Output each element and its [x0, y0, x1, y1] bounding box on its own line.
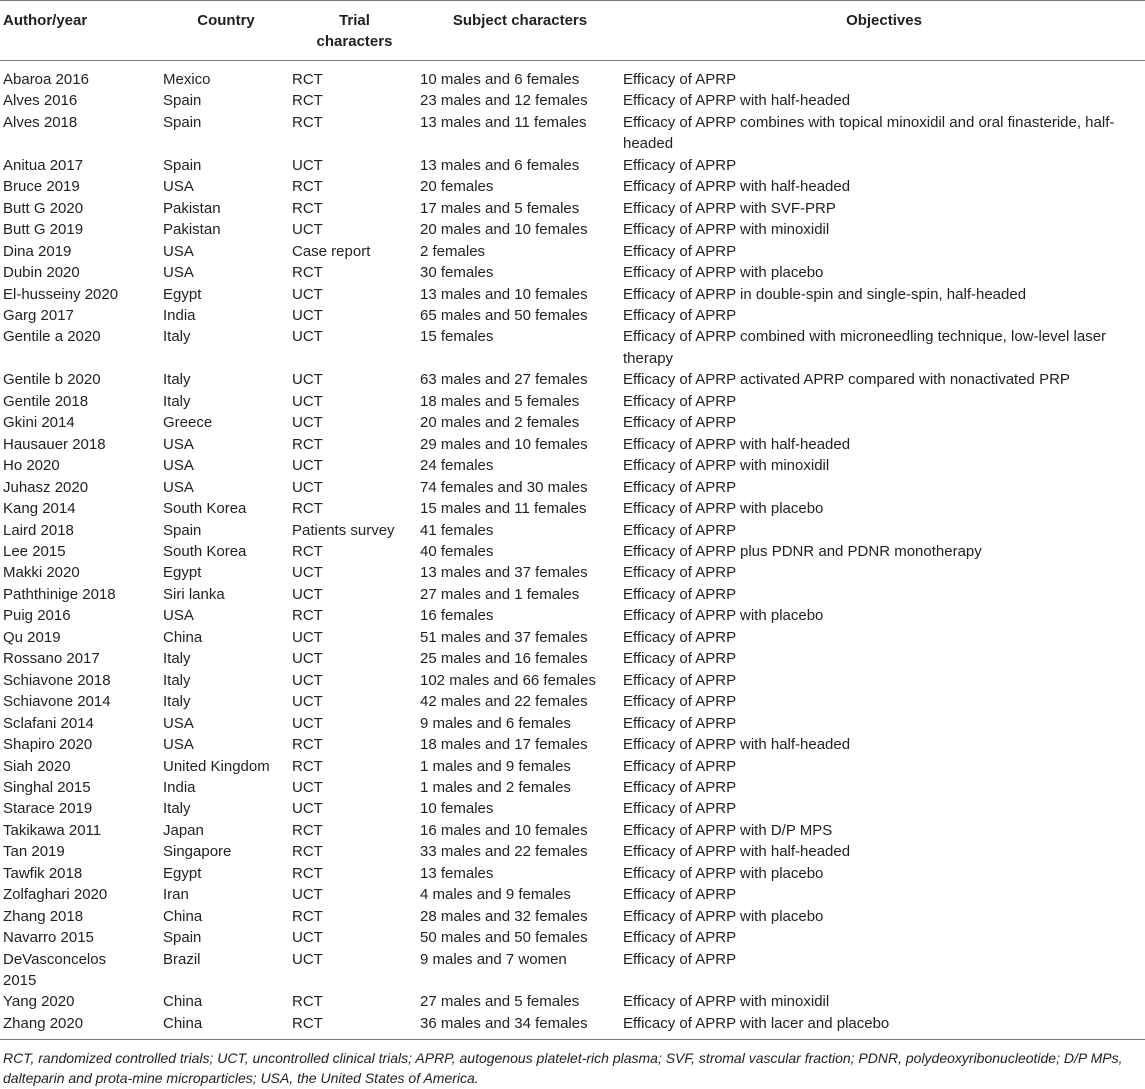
cell-objective: Efficacy of APRP with D/P MPS [623, 821, 833, 839]
table-body [0, 61, 1145, 1039]
cell-trial: UCT [292, 221, 323, 239]
cell-author: Butt G 2019 [3, 221, 84, 239]
cell-author: Sclafani 2014 [3, 714, 94, 732]
table-row [0, 455, 1145, 476]
header-country: Country [197, 12, 255, 29]
cell-subject: 18 males and 17 females [420, 736, 588, 754]
cell-author: Schiavone 2018 [3, 671, 111, 689]
cell-author: Gentile b 2020 [3, 371, 101, 389]
header-subject-characters: Subject characters [452, 12, 588, 29]
cell-subject: 27 males and 1 females [420, 585, 580, 603]
table-row [0, 284, 1145, 305]
cell-subject: 9 males and 6 females [420, 714, 571, 732]
table-row [0, 369, 1145, 390]
cell-trial: UCT [292, 414, 323, 432]
table-row [0, 326, 1145, 369]
cell-author: Shapiro 2020 [3, 736, 93, 754]
cell-subject: 18 males and 5 females [420, 392, 580, 410]
cell-subject: 25 males and 16 females [420, 650, 588, 668]
cell-country: China [163, 1014, 203, 1032]
cell-subject: 20 males and 2 females [420, 414, 580, 432]
cell-country: Pakistan [163, 221, 221, 239]
cell-objective: Efficacy of APRP [623, 414, 737, 432]
cell-trial: RCT [292, 736, 323, 754]
table-row [0, 176, 1145, 197]
cell-country: United Kingdom [163, 757, 270, 775]
table-row [0, 241, 1145, 262]
cell-country: USA [163, 242, 194, 260]
cell-author: Dubin 2020 [3, 264, 80, 282]
cell-subject: 9 males and 7 women [420, 950, 567, 968]
cell-author: Butt G 2020 [3, 199, 84, 217]
cell-subject: 15 males and 11 females [420, 500, 587, 518]
table-row [0, 1013, 1145, 1034]
cell-country: Greece [163, 414, 213, 432]
cell-author: Garg 2017 [3, 306, 74, 324]
cell-author: Starace 2019 [3, 800, 93, 818]
cell-author: Gentile a 2020 [3, 328, 101, 346]
cell-author: Tawfik 2018 [3, 864, 83, 882]
cell-trial: UCT [292, 285, 323, 303]
cell-country: India [163, 778, 196, 796]
cell-subject: 65 males and 50 females [420, 306, 588, 324]
cell-objective: Efficacy of APRP [623, 714, 737, 732]
cell-country: Egypt [163, 564, 202, 582]
cell-country: Singapore [163, 843, 232, 861]
cell-objective: Efficacy of APRP with placebo [623, 264, 824, 282]
cell-subject: 29 males and 10 females [420, 435, 588, 453]
cell-objective: Efficacy of APRP with placebo [623, 607, 824, 625]
cell-subject: 102 males and 66 females [420, 671, 596, 689]
cell-author: Alves 2016 [3, 92, 78, 110]
cell-objective: Efficacy of APRP [623, 778, 737, 796]
cell-trial: RCT [292, 71, 323, 88]
cell-objective: Efficacy of APRP with half-headed [623, 843, 851, 861]
cell-subject: 16 males and 10 females [420, 821, 588, 839]
cell-subject: 17 males and 5 females [420, 199, 580, 217]
cell-subject: 1 males and 2 females [420, 778, 571, 796]
cell-country: Egypt [163, 864, 202, 882]
table-row [0, 90, 1145, 111]
table-row [0, 949, 1145, 992]
table-row [0, 906, 1145, 927]
header-author-year: Author/year [3, 12, 88, 29]
cell-objective: Efficacy of APRP with SVF-PRP [623, 199, 836, 217]
table-row [0, 713, 1145, 734]
cell-country: South Korea [163, 500, 247, 518]
table-row [0, 477, 1145, 498]
cell-country: Italy [163, 650, 191, 668]
cell-author: Bruce 2019 [3, 178, 80, 196]
cell-author: Qu 2019 [3, 628, 61, 646]
table-row [0, 391, 1145, 412]
cell-trial: RCT [292, 607, 323, 625]
cell-objective: Efficacy of APRP with placebo [623, 500, 824, 518]
cell-country: Italy [163, 693, 191, 711]
cell-author: Hausauer 2018 [3, 435, 106, 453]
cell-subject: 13 females [420, 864, 494, 882]
table-row [0, 198, 1145, 219]
cell-objective: Efficacy of APRP [623, 671, 737, 689]
table-row [0, 498, 1145, 519]
cell-trial: UCT [292, 328, 323, 346]
cell-subject: 13 males and 6 females [420, 156, 580, 174]
cell-author: Alves 2018 [3, 113, 78, 131]
table-footnote: RCT, randomized controlled trials; UCT, uncontrolled clinical trials; APRP, autogenous platelet-rich plasma; SVF, stromal vascular fraction; PDNR, polydeoxyribonucleotide; D/P MPs, dalteparin and prota-mine microparticles; USA, the United States of America. [3, 1050, 1123, 1087]
cell-author: Rossano 2017 [3, 650, 100, 668]
cell-subject: 20 males and 10 females [420, 221, 588, 239]
cell-objective: Efficacy of APRP [623, 71, 737, 88]
cell-author: Zhang 2020 [3, 1014, 84, 1032]
cell-subject: 2 females [420, 242, 486, 260]
cell-author: Anitua 2017 [3, 156, 84, 174]
cell-author: Juhasz 2020 [3, 478, 89, 496]
cell-trial: UCT [292, 886, 323, 904]
table-row [0, 884, 1145, 905]
cell-country: India [163, 306, 196, 324]
cell-objective: Efficacy of APRP [623, 156, 737, 174]
cell-objective: Efficacy of APRP [623, 886, 737, 904]
table-row [0, 691, 1145, 712]
cell-author: Singhal 2015 [3, 778, 91, 796]
cell-country: USA [163, 714, 194, 732]
cell-subject: 33 males and 22 females [420, 843, 588, 861]
cell-country: USA [163, 435, 194, 453]
cell-author: DeVasconcelos 2015 [3, 950, 107, 990]
cell-country: USA [163, 736, 194, 754]
table-row [0, 219, 1145, 240]
cell-country: Italy [163, 671, 191, 689]
cell-trial: UCT [292, 306, 323, 324]
cell-country: China [163, 628, 203, 646]
cell-objective: Efficacy of APRP [623, 392, 737, 410]
cell-trial: RCT [292, 843, 323, 861]
cell-objective: Efficacy of APRP [623, 929, 737, 947]
cell-subject: 41 females [420, 521, 494, 539]
table-row [0, 69, 1145, 90]
table-row [0, 434, 1145, 455]
cell-country: USA [163, 264, 194, 282]
cell-objective: Efficacy of APRP combined with microneedling technique, low-level laser therapy [623, 328, 1107, 367]
cell-trial: UCT [292, 156, 323, 174]
table-row [0, 305, 1145, 326]
cell-trial: RCT [292, 1014, 323, 1032]
table-row [0, 584, 1145, 605]
table-row [0, 605, 1145, 626]
cell-objective: Efficacy of APRP with minoxidil [623, 457, 830, 475]
cell-objective: Efficacy of APRP [623, 628, 737, 646]
cell-subject: 28 males and 32 females [420, 907, 588, 925]
cell-author: Tan 2019 [3, 843, 65, 861]
cell-trial: RCT [292, 435, 323, 453]
cell-trial: RCT [292, 500, 323, 518]
cell-subject: 51 males and 37 females [420, 628, 588, 646]
cell-author: Navarro 2015 [3, 929, 94, 947]
cell-country: USA [163, 478, 194, 496]
cell-country: Mexico [163, 71, 211, 88]
cell-objective: Efficacy of APRP with placebo [623, 907, 824, 925]
cell-objective: Efficacy of APRP plus PDNR and PDNR monotherapy [623, 542, 982, 560]
cell-country: Spain [163, 92, 202, 110]
table-row [0, 412, 1145, 433]
cell-country: Spain [163, 521, 202, 539]
cell-subject: 42 males and 22 females [420, 693, 588, 711]
table-row [0, 520, 1145, 541]
cell-trial: RCT [292, 821, 323, 839]
cell-subject: 10 males and 6 females [420, 71, 580, 88]
cell-subject: 13 males and 37 females [420, 564, 588, 582]
cell-subject: 16 females [420, 607, 494, 625]
cell-author: Lee 2015 [3, 542, 66, 560]
cell-subject: 10 females [420, 800, 494, 818]
cell-objective: Efficacy of APRP activated APRP compared with nonactivated PRP [623, 371, 1070, 389]
cell-trial: RCT [292, 542, 323, 560]
cell-objective: Efficacy of APRP [623, 564, 737, 582]
cell-objective: Efficacy of APRP in double-spin and single-spin, half-headed [623, 285, 1027, 303]
cell-author: Puig 2016 [3, 607, 71, 625]
cell-objective: Efficacy of APRP [623, 585, 737, 603]
cell-objective: Efficacy of APRP with half-headed [623, 435, 851, 453]
cell-author: Schiavone 2014 [3, 693, 111, 711]
cell-author: Ho 2020 [3, 457, 60, 475]
cell-author: Zolfaghari 2020 [3, 886, 108, 904]
cell-country: Siri lanka [163, 585, 225, 603]
cell-objective: Efficacy of APRP [623, 800, 737, 818]
cell-subject: 40 females [420, 542, 494, 560]
cell-country: Japan [163, 821, 204, 839]
cell-country: Spain [163, 113, 202, 131]
cell-subject: 4 males and 9 females [420, 886, 571, 904]
table-row [0, 798, 1145, 819]
cell-trial: RCT [292, 199, 323, 217]
table-row [0, 648, 1145, 669]
cell-objective: Efficacy of APRP [623, 521, 737, 539]
cell-country: Spain [163, 156, 202, 174]
cell-author: Takikawa 2011 [3, 821, 102, 839]
cell-country: Egypt [163, 285, 202, 303]
cell-trial: RCT [292, 92, 323, 110]
cell-trial: Patients survey [292, 521, 395, 539]
header-trial-characters-label: Trial characters [316, 12, 393, 50]
cell-country: Iran [163, 886, 189, 904]
cell-trial: UCT [292, 478, 323, 496]
cell-trial: Case report [292, 242, 371, 260]
table-row [0, 541, 1145, 562]
cell-country: Spain [163, 929, 202, 947]
cell-objective: Efficacy of APRP with minoxidil [623, 221, 830, 239]
cell-subject: 27 males and 5 females [420, 993, 580, 1011]
table-row [0, 820, 1145, 841]
table-header [0, 1, 1145, 61]
cell-objective: Efficacy of APRP with placebo [623, 864, 824, 882]
cell-author: Zhang 2018 [3, 907, 84, 925]
cell-author: Makki 2020 [3, 564, 80, 582]
cell-trial: UCT [292, 628, 323, 646]
cell-trial: UCT [292, 392, 323, 410]
cell-country: China [163, 993, 203, 1011]
cell-author: Gentile 2018 [3, 392, 89, 410]
cell-trial: RCT [292, 864, 323, 882]
cell-author: Siah 2020 [3, 757, 71, 775]
cell-author: Dina 2019 [3, 242, 72, 260]
cell-subject: 50 males and 50 females [420, 929, 588, 947]
cell-objective: Efficacy of APRP [623, 478, 737, 496]
cell-trial: RCT [292, 993, 323, 1011]
cell-objective: Efficacy of APRP combines with topical minoxidil and oral finasteride, half-headed [623, 113, 1115, 153]
cell-objective: Efficacy of APRP [623, 242, 737, 260]
cell-author: Kang 2014 [3, 500, 76, 518]
cell-country: USA [163, 178, 194, 196]
cell-trial: UCT [292, 650, 323, 668]
cell-subject: 13 males and 10 females [420, 285, 588, 303]
cell-trial: UCT [292, 671, 323, 689]
cell-objective: Efficacy of APRP [623, 306, 737, 324]
cell-author: El-husseiny 2020 [3, 285, 119, 303]
cell-objective: Efficacy of APRP [623, 693, 737, 711]
cell-country: Italy [163, 328, 191, 346]
cell-objective: Efficacy of APRP with half-headed [623, 736, 851, 754]
cell-country: USA [163, 607, 194, 625]
table-row [0, 155, 1145, 176]
cell-country: Pakistan [163, 199, 221, 217]
cell-objective: Efficacy of APRP with lacer and placebo [623, 1014, 890, 1032]
cell-country: Italy [163, 371, 191, 389]
cell-subject: 20 females [420, 178, 494, 196]
cell-objective: Efficacy of APRP with half-headed [623, 178, 851, 196]
header-objectives: Objectives [846, 12, 922, 29]
cell-subject: 24 females [420, 457, 494, 475]
cell-country: Italy [163, 800, 191, 818]
cell-trial: RCT [292, 113, 323, 131]
table-row [0, 991, 1145, 1012]
cell-objective: Efficacy of APRP [623, 650, 737, 668]
table-row [0, 262, 1145, 283]
cell-trial: UCT [292, 693, 323, 711]
cell-trial: UCT [292, 929, 323, 947]
table-row [0, 863, 1145, 884]
table-row [0, 756, 1145, 777]
cell-country: Italy [163, 392, 191, 410]
table-row [0, 734, 1145, 755]
cell-author: Paththinige 2018 [3, 585, 116, 603]
cell-country: South Korea [163, 542, 247, 560]
table-row [0, 670, 1145, 691]
cell-trial: UCT [292, 800, 323, 818]
header-trial-characters [289, 10, 417, 60]
table-row [0, 112, 1145, 155]
cell-trial: UCT [292, 714, 323, 732]
cell-subject: 63 males and 27 females [420, 371, 588, 389]
cell-trial: RCT [292, 907, 323, 925]
cell-trial: UCT [292, 950, 323, 968]
table-row [0, 841, 1145, 862]
table-row [0, 562, 1145, 583]
table-row [0, 777, 1145, 798]
cell-objective: Efficacy of APRP with half-headed [623, 92, 851, 110]
cell-trial: UCT [292, 564, 323, 582]
cell-trial: RCT [292, 264, 323, 282]
cell-author: Abaroa 2016 [3, 71, 89, 88]
cell-subject: 36 males and 34 females [420, 1014, 588, 1032]
cell-objective: Efficacy of APRP [623, 950, 737, 968]
table-row [0, 627, 1145, 648]
cell-country: USA [163, 457, 194, 475]
cell-trial: UCT [292, 457, 323, 475]
cell-subject: 30 females [420, 264, 494, 282]
cell-objective: Efficacy of APRP [623, 757, 737, 775]
cell-subject: 15 females [420, 328, 494, 346]
cell-author: Gkini 2014 [3, 414, 75, 432]
cell-trial: RCT [292, 757, 323, 775]
cell-country: Brazil [163, 950, 201, 968]
cell-subject: 13 males and 11 females [420, 113, 587, 131]
cell-trial: UCT [292, 778, 323, 796]
cell-author: Laird 2018 [3, 521, 74, 539]
table-row [0, 927, 1145, 948]
cell-subject: 74 females and 30 males [420, 478, 588, 496]
cell-subject: 1 males and 9 females [420, 757, 571, 775]
cell-country: China [163, 907, 203, 925]
cell-author: Yang 2020 [3, 993, 75, 1011]
cell-trial: UCT [292, 371, 323, 389]
cell-trial: UCT [292, 585, 323, 603]
cell-objective: Efficacy of APRP with minoxidil [623, 993, 830, 1011]
cell-trial: RCT [292, 178, 323, 196]
cell-subject: 23 males and 12 females [420, 92, 588, 110]
